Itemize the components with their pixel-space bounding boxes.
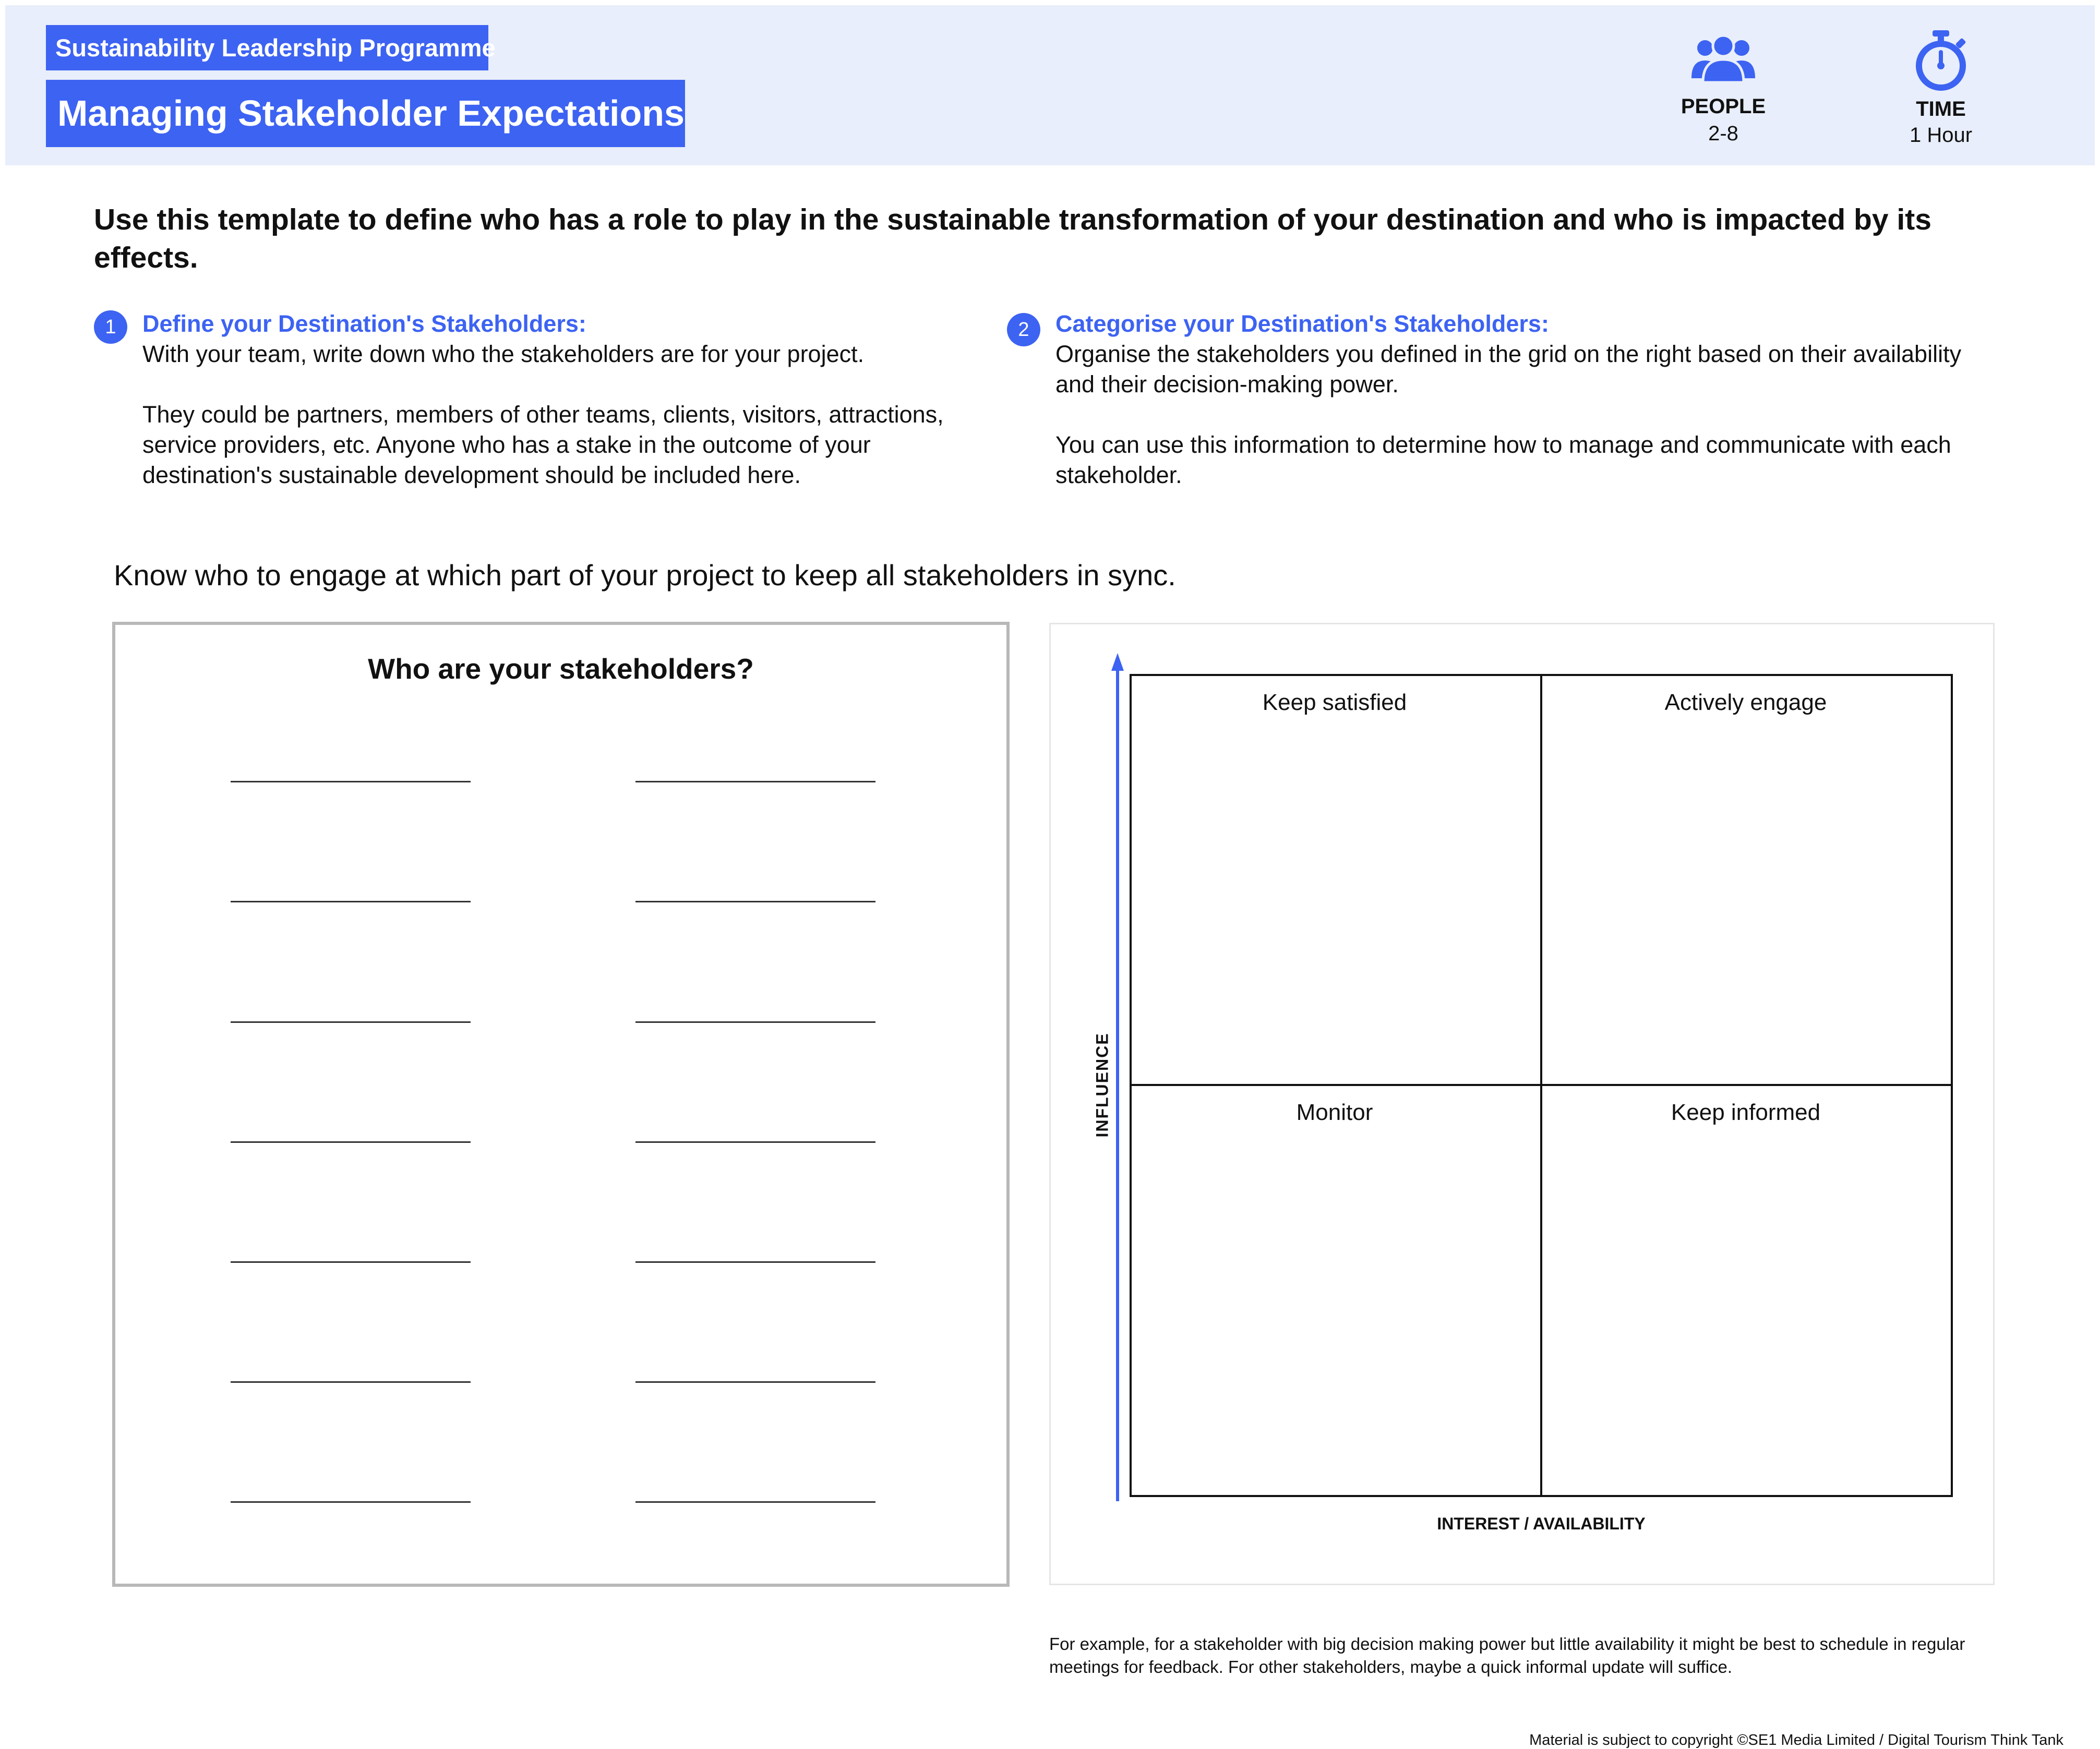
step-2-paragraph: You can use this information to determine how to manage and communicate with each stakeholder. [1055,431,1951,488]
step-2-paragraph: Organise the stakeholders you defined in the grid on the right based on their availability and their decision-making power. [1055,341,1962,397]
page-title: Managing Stakeholder Expectations [46,80,685,147]
stakeholder-input-line[interactable] [635,1021,875,1023]
stakeholder-input-line[interactable] [231,901,471,902]
people-value: 2-8 [1708,122,1738,145]
matrix-horizontal-divider [1130,1084,1953,1086]
y-axis-label: INFLUENCE [1093,1032,1112,1138]
stakeholder-input-line[interactable] [231,1021,471,1023]
people-icon [1689,30,1757,88]
stakeholder-panel-title: Who are your stakeholders? [368,653,754,685]
stakeholder-panel [112,622,1010,1587]
step-1-title: Define your Destination's Stakeholders: [142,310,586,337]
quadrant-actively-engage: Actively engage [1664,690,1827,715]
stakeholder-input-line[interactable] [231,1261,471,1263]
stopwatch-icon [1910,27,1972,92]
programme-tag: Sustainability Leadership Programme [46,25,488,70]
stakeholder-input-line[interactable] [231,1381,471,1383]
sync-line: Know who to engage at which part of your project to keep all stakeholders in sync. [114,559,1176,592]
intro-heading: Use this template to define who has a role to play in the sustainable transformation of your destination and who is impacted by its effects. [94,203,1931,274]
stakeholder-input-line[interactable] [635,1141,875,1143]
stakeholder-input-line[interactable] [635,1501,875,1503]
step-2-text [1055,339,1974,490]
stakeholder-input-line[interactable] [635,1261,875,1263]
stakeholder-input-line[interactable] [635,1381,875,1383]
stakeholder-input-line[interactable] [635,901,875,902]
step-2-badge: 2 [1007,313,1040,346]
time-value: 1 Hour [1909,124,1973,147]
people-label: PEOPLE [1681,95,1766,118]
copyright-notice: Material is subject to copyright ©SE1 Media Limited / Digital Tourism Think Tank [1529,1732,2063,1748]
stakeholder-input-line[interactable] [231,1501,471,1503]
step-1-paragraph: They could be partners, members of other teams, clients, visitors, attractions, service providers, etc. Anyone who has a stake in the outcome of your destination's sustainable development should be included here. [142,401,944,488]
stakeholder-input-line[interactable] [635,781,875,782]
step-1-text [142,339,1003,490]
quadrant-monitor: Monitor [1296,1100,1373,1125]
x-axis-label: INTEREST / AVAILABILITY [1437,1514,1646,1533]
quadrant-keep-satisfied: Keep satisfied [1262,690,1407,715]
step-1-badge: 1 [94,310,127,344]
quadrant-keep-informed: Keep informed [1671,1100,1821,1125]
step-2-title: Categorise your Destination's Stakeholders: [1055,310,1549,337]
stakeholder-input-line[interactable] [231,781,471,782]
example-note: For example, for a stakeholder with big decision making power but little availability it might be best to schedule in regular meetings for feedback. For other stakeholders, maybe a quick informal update will suffice. [1049,1634,1965,1676]
time-label: TIME [1916,98,1966,120]
stakeholder-input-line[interactable] [231,1141,471,1143]
step-1-paragraph: With your team, write down who the stakeholders are for your project. [142,341,865,367]
